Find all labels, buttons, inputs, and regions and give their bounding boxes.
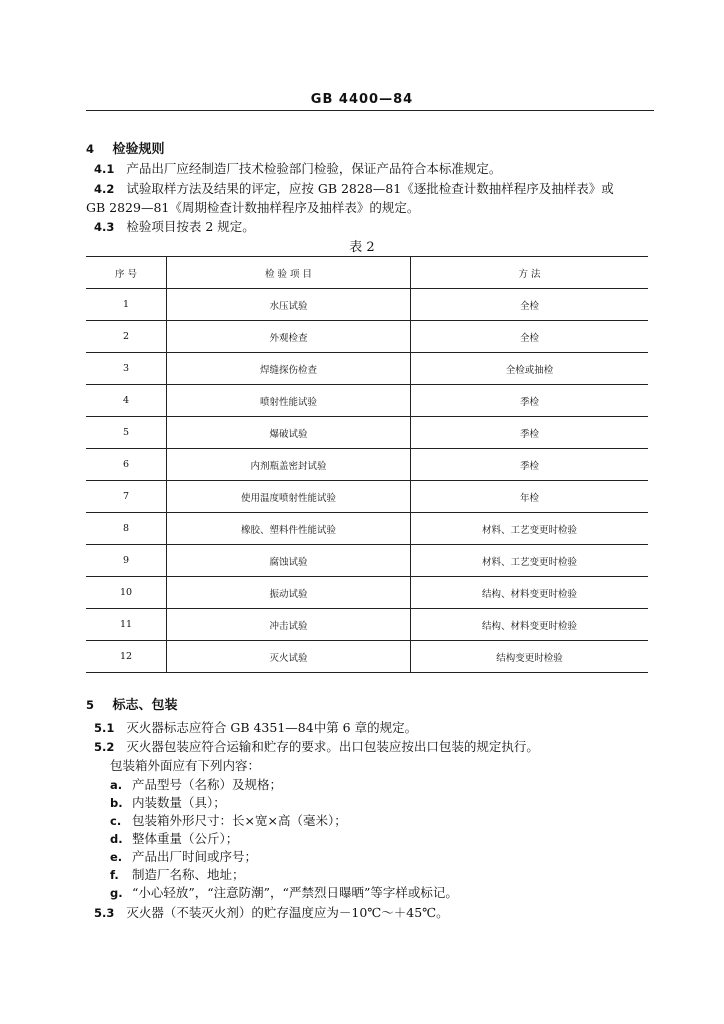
table-row bbox=[86, 385, 648, 417]
list-item bbox=[110, 812, 458, 830]
para-4-3-number: 4.3 bbox=[94, 220, 115, 234]
table-row bbox=[86, 353, 648, 385]
para-5-1-number: 5.1 bbox=[94, 721, 115, 735]
table-row bbox=[86, 289, 648, 321]
para-5-3 bbox=[94, 904, 449, 922]
table-row bbox=[86, 513, 648, 545]
list-item-marker: c. bbox=[110, 814, 122, 828]
table-header-row bbox=[86, 257, 648, 289]
para-5-3-number: 5.3 bbox=[94, 906, 115, 920]
section-4-number: 4 bbox=[86, 142, 95, 156]
cell-serial: 11 bbox=[86, 609, 167, 641]
para-4-1-number: 4.1 bbox=[94, 162, 115, 176]
list-item-text: “小心轻放”，“注意防潮”，“严禁烈日曝晒”等字样或标记。 bbox=[132, 885, 458, 900]
cell-serial: 12 bbox=[86, 641, 167, 673]
list-item-marker: a. bbox=[110, 778, 123, 792]
inspection-table bbox=[86, 256, 648, 673]
list-item-marker: g. bbox=[110, 886, 123, 900]
para-4-2 bbox=[94, 180, 614, 198]
list-item-marker: b. bbox=[110, 796, 123, 810]
para-5-2-number: 5.2 bbox=[94, 740, 115, 754]
cell-item: 腐蚀试验 bbox=[167, 545, 411, 577]
list-item-text: 内装数量（具）； bbox=[132, 795, 226, 810]
cell-serial: 8 bbox=[86, 513, 167, 545]
cell-item: 使用温度喷射性能试验 bbox=[167, 481, 411, 513]
cell-method: 全检 bbox=[411, 321, 649, 353]
table-row bbox=[86, 545, 648, 577]
table-row bbox=[86, 417, 648, 449]
list-item bbox=[110, 848, 458, 866]
para-4-1-text: 产品出厂应经制造厂技术检验部门检验，保证产品符合本标准规定。 bbox=[126, 161, 502, 176]
cell-method: 材料、工艺变更时检验 bbox=[411, 513, 649, 545]
para-5-1-text: 灭火器标志应符合 GB 4351—84中第 6 章的规定。 bbox=[126, 720, 418, 735]
list-item bbox=[110, 866, 458, 884]
list-item bbox=[110, 830, 458, 848]
cell-serial: 10 bbox=[86, 577, 167, 609]
list-item-text: 产品出厂时间或序号； bbox=[132, 849, 258, 864]
cell-serial: 4 bbox=[86, 385, 167, 417]
cell-method: 季检 bbox=[411, 449, 649, 481]
section-4-title: 检验规则 bbox=[112, 142, 165, 157]
table-row bbox=[86, 321, 648, 353]
list-item-text: 产品型号（名称）及规格； bbox=[132, 777, 283, 792]
list-item bbox=[110, 884, 458, 902]
cell-item: 外观检查 bbox=[167, 321, 411, 353]
section-5-title: 标志、包装 bbox=[112, 698, 178, 713]
para-4-3-text: 检验项目按表 2 规定。 bbox=[126, 219, 255, 234]
cell-item: 焊缝探伤检查 bbox=[167, 353, 411, 385]
cell-method: 年检 bbox=[411, 481, 649, 513]
table-row bbox=[86, 449, 648, 481]
table-row bbox=[86, 609, 648, 641]
table-caption: 表 2 bbox=[349, 240, 375, 255]
para-4-2-text-line1: 试验取样方法及结果的评定，应按 GB 2828—81《逐批检查计数抽样程序及抽样表》或 bbox=[126, 181, 614, 196]
table-row bbox=[86, 577, 648, 609]
cell-item: 内剂瓶盖密封试验 bbox=[167, 449, 411, 481]
list-item-marker: d. bbox=[110, 832, 123, 846]
para-4-2-number: 4.2 bbox=[94, 182, 115, 196]
cell-method: 结构、材料变更时检验 bbox=[411, 577, 649, 609]
cell-item: 橡胶、塑料件性能试验 bbox=[167, 513, 411, 545]
cell-serial: 3 bbox=[86, 353, 167, 385]
section-5-number: 5 bbox=[86, 698, 95, 712]
cell-method: 材料、工艺变更时检验 bbox=[411, 545, 649, 577]
cell-serial: 1 bbox=[86, 289, 167, 321]
cell-serial: 6 bbox=[86, 449, 167, 481]
header-method: 方 法 bbox=[411, 257, 649, 289]
section-5-heading bbox=[86, 694, 178, 713]
cell-item: 喷射性能试验 bbox=[167, 385, 411, 417]
cell-serial: 9 bbox=[86, 545, 167, 577]
cell-serial: 5 bbox=[86, 417, 167, 449]
header-serial: 序 号 bbox=[86, 257, 167, 289]
list-item-marker: f. bbox=[110, 868, 119, 882]
para-5-2-text: 灭火器包装应符合运输和贮存的要求。出口包装应按出口包装的规定执行。 bbox=[126, 739, 539, 754]
cell-serial: 2 bbox=[86, 321, 167, 353]
cell-item: 灭火试验 bbox=[167, 641, 411, 673]
list-item-text: 制造厂名称、地址； bbox=[132, 867, 245, 882]
cell-method: 全检或抽检 bbox=[411, 353, 649, 385]
para-5-3-text: 灭火器（不装灭火剂）的贮存温度应为－10℃～＋45℃。 bbox=[126, 905, 449, 920]
packaging-intro: 包装箱外面应有下列内容： bbox=[110, 758, 261, 773]
para-4-2-text-line2: GB 2829—81《周期检查计数抽样程序及抽样表》的规定。 bbox=[86, 200, 420, 215]
para-5-1 bbox=[94, 719, 417, 737]
cell-method: 全检 bbox=[411, 289, 649, 321]
cell-method: 结构变更时检验 bbox=[411, 641, 649, 673]
cell-serial: 7 bbox=[86, 481, 167, 513]
list-item-text: 包装箱外形尺寸：长×宽×高（毫米）； bbox=[132, 813, 347, 828]
table-row bbox=[86, 481, 648, 513]
list-item-marker: e. bbox=[110, 850, 123, 864]
cell-method: 季检 bbox=[411, 417, 649, 449]
para-5-2 bbox=[94, 738, 539, 756]
packaging-list bbox=[110, 776, 458, 902]
cell-method: 结构、材料变更时检验 bbox=[411, 609, 649, 641]
para-4-1 bbox=[94, 160, 501, 178]
cell-item: 水压试验 bbox=[167, 289, 411, 321]
header-rule bbox=[86, 110, 654, 111]
section-4-heading bbox=[86, 138, 165, 157]
list-item-text: 整体重量（公斤）； bbox=[132, 831, 239, 846]
standard-header: GB 4400—84 bbox=[310, 92, 414, 107]
para-4-3 bbox=[94, 218, 255, 236]
table-row bbox=[86, 641, 648, 673]
cell-method: 季检 bbox=[411, 385, 649, 417]
cell-item: 冲击试验 bbox=[167, 609, 411, 641]
cell-item: 爆破试验 bbox=[167, 417, 411, 449]
header-item: 检 验 项 目 bbox=[167, 257, 411, 289]
list-item bbox=[110, 776, 458, 794]
list-item bbox=[110, 794, 458, 812]
cell-item: 振动试验 bbox=[167, 577, 411, 609]
